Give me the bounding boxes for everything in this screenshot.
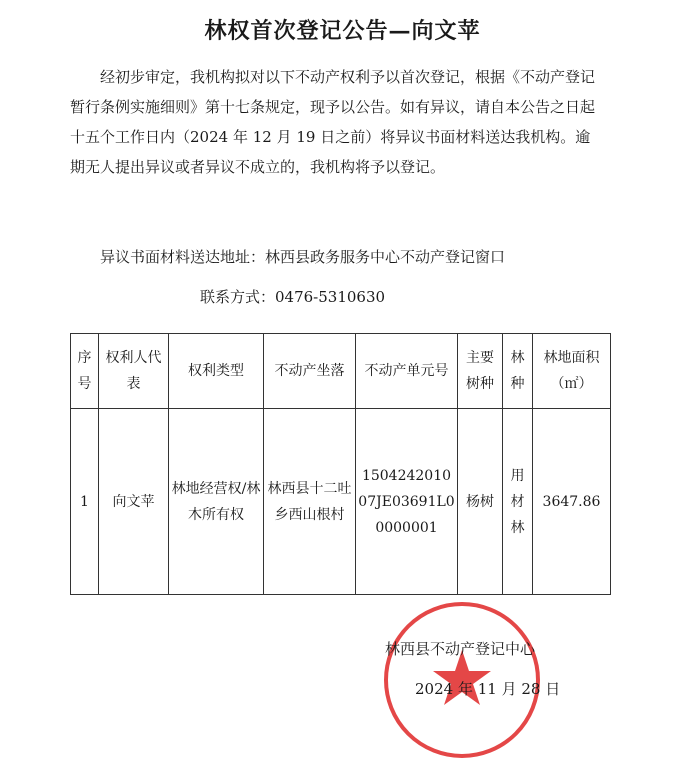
notice-paragraph: 经初步审定，我机构拟对以下不动产权利予以首次登记，根据《不动产登记暂行条例实施细则》第十七条规定，现予以公告。如有异议，请自本公告之日起十五个工作日内（2024 年 12 月 19 日之前）将异议书面材料送达我机构。逾期无人提出异议或者异议不成立的，我机构将予以登记。 [70,68,596,176]
table-row [71,409,611,595]
cell-right-type: 林地经营权/林木所有权 [169,409,264,595]
cell-unit-number: 150424201007JE03691L00000001 [356,409,458,595]
cell-forest-type: 用材林 [503,409,533,595]
objection-address: 异议书面材料送达地址：林西县政务服务中心不动产登记窗口 [100,248,506,266]
contact-info: 联系方式：0476-5310630 [200,288,386,306]
registration-table [70,333,611,595]
cell-holder: 向文苹 [99,409,169,595]
notice-title: 林权首次登记公告—向文苹 [204,18,481,44]
header-cell: 权利人代表 [99,334,169,409]
publish-date: 2024 年 11 月 28 日 [415,680,561,698]
cell-area: 3647.86 [533,409,611,595]
header-cell: 不动产坐落 [264,334,356,409]
issuer-name: 林西县不动产登记中心 [385,640,536,658]
cell-index: 1 [71,409,99,595]
header-cell: 权利类型 [169,334,264,409]
table-header-row [71,334,611,409]
header-cell: 林地面积（㎡） [533,334,611,409]
header-cell: 不动产单元号 [356,334,458,409]
cell-tree-species: 杨树 [458,409,503,595]
header-cell: 序号 [71,334,99,409]
header-cell: 主要树种 [458,334,503,409]
cell-location: 林西县十二吐乡西山根村 [264,409,356,595]
header-cell: 林种 [503,334,533,409]
